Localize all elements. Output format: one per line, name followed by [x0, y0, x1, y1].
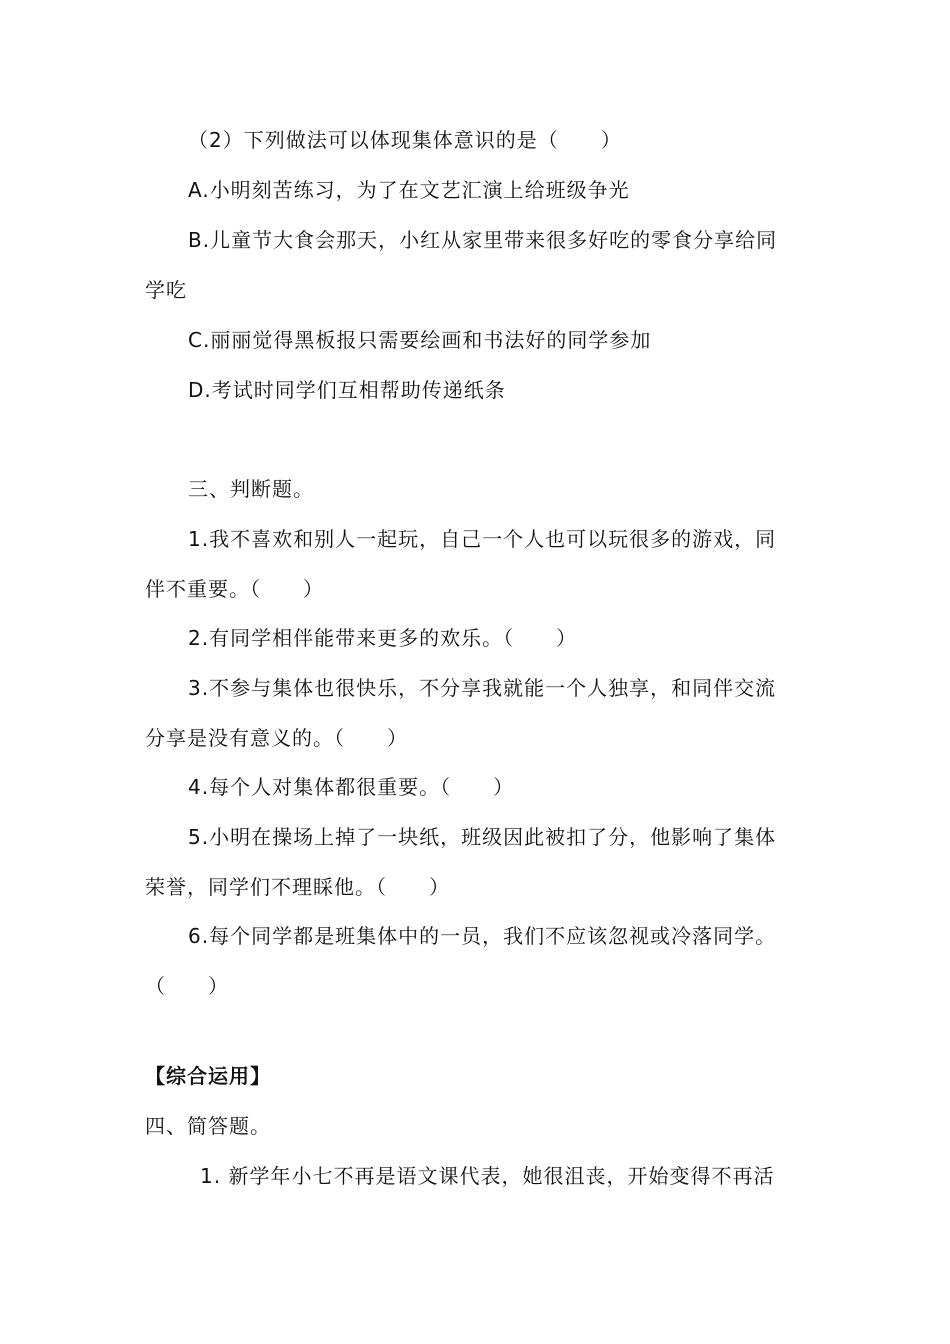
option-b-line-1: B.儿童节大食会那天，小红从家里带来很多好吃的零食分享给同: [188, 228, 778, 252]
option-b-line-2: 学吃: [145, 278, 187, 302]
judgment-item-1-line-2: 伴不重要。（ ）: [145, 577, 324, 601]
judgment-item-6-line-1: 6.每个同学都是班集体中的一员，我们不应该忽视或冷落同学。: [188, 924, 777, 948]
judgment-item-2: 2.有同学相伴能带来更多的欢乐。（ ）: [188, 626, 578, 650]
section-3-heading: 三、判断题。: [188, 477, 314, 501]
judgment-item-1-line-1: 1.我不喜欢和别人一起玩，自己一个人也可以玩很多的游戏，同: [188, 527, 777, 551]
judgment-item-6-line-2: （ ）: [145, 974, 229, 998]
section-4-heading: 四、简答题。: [145, 1114, 271, 1138]
short-answer-item-1-line-1: 1. 新学年小七不再是语文课代表，她很沮丧，开始变得不再活: [200, 1164, 775, 1188]
option-a: A.小明刻苦练习，为了在文艺汇演上给班级争光: [188, 178, 630, 202]
judgment-item-5-line-1: 5.小明在操场上掉了一块纸，班级因此被扣了分，他影响了集体: [188, 825, 777, 849]
question-2-stem: （2）下列做法可以体现集体意识的是（ ）: [188, 128, 622, 152]
option-d: D.考试时同学们互相帮助传递纸条: [188, 378, 506, 402]
judgment-item-5-line-2: 荣誉，同学们不理睬他。（ ）: [145, 875, 450, 899]
judgment-item-3-line-1: 3.不参与集体也很快乐，不分享我就能一个人独享，和同伴交流: [188, 676, 777, 700]
judgment-item-3-line-2: 分享是没有意义的。（ ）: [145, 726, 408, 750]
option-c: C.丽丽觉得黑板报只需要绘画和书法好的同学参加: [188, 328, 652, 352]
judgment-item-4: 4.每个人对集体都很重要。（ ）: [188, 775, 515, 799]
comprehensive-heading: 【综合运用】: [145, 1064, 271, 1088]
